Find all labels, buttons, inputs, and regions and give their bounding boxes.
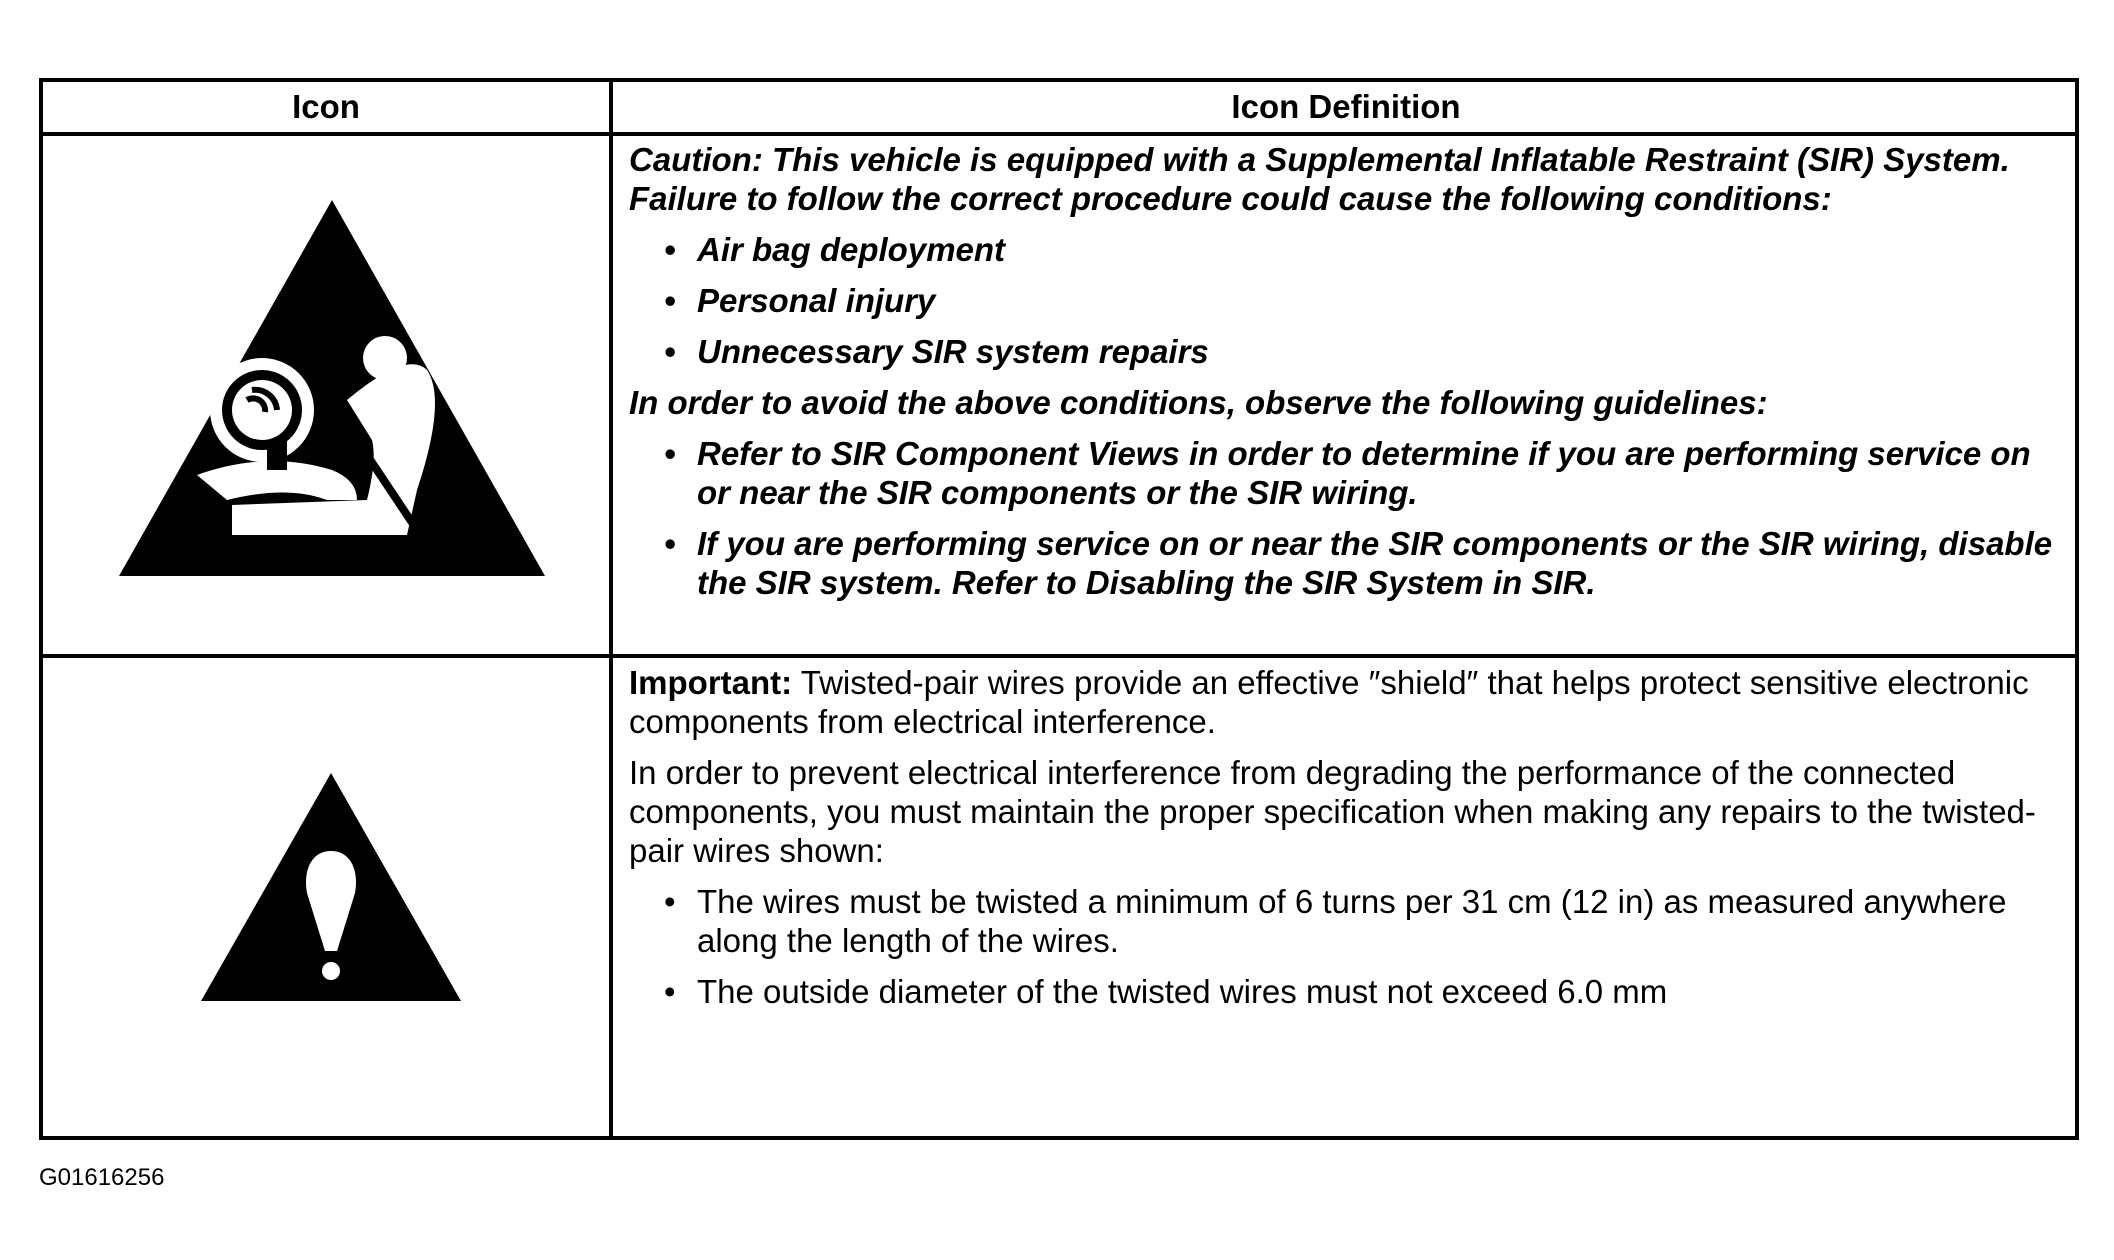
icon-definition-table bbox=[39, 78, 2079, 1140]
important-body: Twisted-pair wires provide an effective ″shield″ that helps protect sensitive electronic components from electrical interference. bbox=[629, 664, 2029, 740]
list-item: • Unnecessary SIR system repairs bbox=[629, 332, 2065, 371]
header-icon-definition: Icon Definition bbox=[1231, 88, 1461, 125]
specification-list bbox=[629, 882, 2065, 1011]
list-item: • Personal injury bbox=[629, 281, 2065, 320]
specification-text: In order to prevent electrical interference from degrading the performance of the connected components, you must maintain the proper specification when making any repairs to the twisted-pair wires shown: bbox=[629, 754, 2036, 869]
guidelines-text: In order to avoid the above conditions, observe the following guidelines: bbox=[629, 384, 1768, 421]
figure-code: G01616256 bbox=[39, 1164, 165, 1191]
column-divider bbox=[609, 82, 613, 1136]
exclamation-warning-icon bbox=[199, 773, 463, 1003]
important-text bbox=[629, 663, 2065, 741]
conditions-list bbox=[629, 230, 2065, 371]
caution-text: Caution: This vehicle is equipped with a Supplemental Inflatable Restraint (SIR) System. Failure to follow the correct procedure could cause the following conditions: bbox=[629, 141, 2010, 217]
guidelines-list bbox=[629, 434, 2065, 602]
list-item: • If you are performing service on or near the SIR components or the SIR wiring, disable the SIR system. Refer to Disabling the SIR System in SIR. bbox=[629, 524, 2065, 602]
list-item: • The wires must be twisted a minimum of 6 turns per 31 cm (12 in) as measured anywhere along the length of the wires. bbox=[629, 882, 2065, 960]
list-item: • Refer to SIR Component Views in order to determine if you are performing service on or near the SIR components or the SIR wiring. bbox=[629, 434, 2065, 512]
list-item: • Air bag deployment bbox=[629, 230, 2065, 269]
header-icon: Icon bbox=[292, 88, 360, 125]
important-label: Important: bbox=[629, 664, 793, 701]
airbag-warning-icon bbox=[117, 200, 547, 580]
list-item: • The outside diameter of the twisted wires must not exceed 6.0 mm bbox=[629, 972, 2065, 1011]
row2-definition bbox=[629, 663, 2065, 1023]
row1-icon-cell bbox=[43, 136, 609, 654]
row2-icon-cell bbox=[43, 658, 609, 1140]
row1-definition bbox=[629, 140, 2065, 614]
